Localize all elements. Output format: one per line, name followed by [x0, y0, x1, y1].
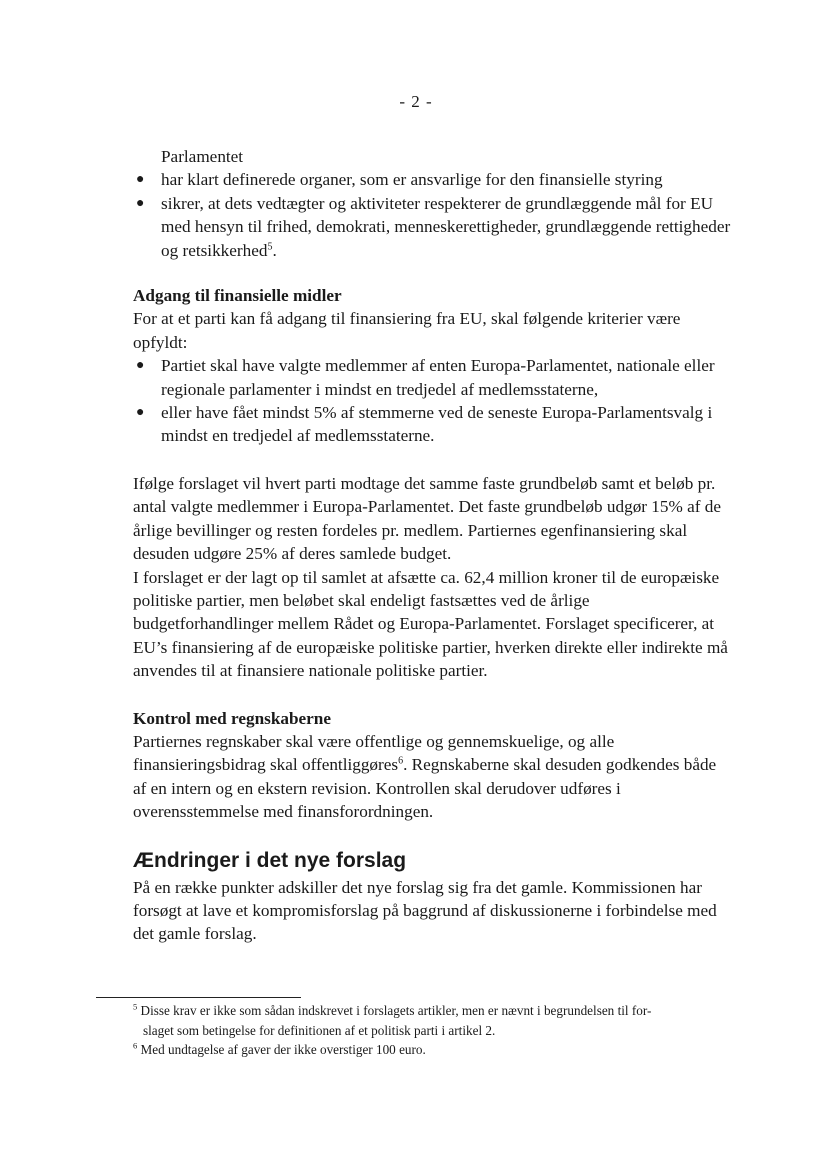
bullet-icon: ● [136, 195, 145, 211]
main-content [133, 145, 733, 946]
list-item-text: har klart definerede organer, som er ansvarlige for den finansielle styring [161, 170, 663, 190]
section-heading-changes: Ændringer i det nye forslag [133, 848, 407, 872]
access-lead: For at et parti kan få adgang til finansiering fra EU, skal følgende kriterier være opfyldt: [133, 309, 681, 352]
footnote-text: Med undtagelse af gaver der ikke overstiger 100 euro. [140, 1042, 426, 1057]
list-item [133, 192, 733, 262]
control-paragraph [133, 730, 733, 824]
list-item [133, 401, 733, 448]
bullet-icon: ● [136, 405, 145, 421]
list-item [133, 354, 733, 401]
page-number: - 2 - [399, 92, 433, 111]
control-text-end: . Regnskaberne skal desuden godkendes både af en intern og en ekstern revision. Kontrollen skal derudover udføres i overensstemmelse med finansforordningen. [133, 755, 717, 822]
intro-continuation: Parlamentet [161, 147, 244, 166]
budget-paragraph-2: I forslaget er der lagt op til samlet at afsætte ca. 62,4 million kroner til de europæiske politiske partier, men beløbet skal endeligt fastsættes ved de årlige budgetforhandlinger mellem Rådet og Europa-Parlamentet. Forslaget specificerer, at EU’s finansiering af de europæiske politiske partier, hverken direkte eller indirekte må anvendes til at finansiere nationale politiske partier. [133, 567, 728, 681]
footnote-ref-5: 5 [267, 240, 273, 252]
section-heading-control: Kontrol med regnskaberne [133, 708, 331, 728]
footnote-6 [133, 1040, 723, 1060]
intro-bullet-list [133, 168, 733, 262]
list-item [133, 168, 733, 191]
list-item-text: sikrer, at dets vedtægter og aktiviteter respekterer de grundlæggende mål for EU med hensyn til frihed, demokrati, menneskerettigheder, grundlæggende rettigheder og retsikkerhed [161, 193, 731, 260]
footnote-ref-6: 6 [398, 755, 404, 767]
footnotes [133, 1001, 723, 1060]
footnote-number: 5 [133, 1001, 138, 1012]
footnote-divider [96, 997, 301, 998]
budget-paragraph-1: Ifølge forslaget vil hvert parti modtage det samme faste grundbeløb samt et beløb pr. antal valgte medlemmer i Europa-Parlamentet. Det faste grundbeløb udgør 15% af de årlige bevillinger og resten fordeles pr. medlem. Partiernes egenfinansiering skal desuden udgøre 25% af deres samlede budget. [133, 473, 721, 564]
list-item-end: . [272, 240, 277, 260]
changes-paragraph: På en række punkter adskiller det nye forslag sig fra det gamle. Kommissionen har forsøgt at lave et kompromisforslag på baggrund af diskussionerne i forbindelse med det gamle forslag. [133, 877, 717, 944]
section-heading-access: Adgang til finansielle midler [133, 286, 342, 306]
footnote-5 [133, 1001, 723, 1040]
access-bullet-list [133, 354, 733, 448]
list-item-text: Partiet skal have valgte medlemmer af enten Europa-Parlamentet, nationale eller regionale parlamenter i mindst en tredjedel af medlemsstaterne, [161, 356, 715, 399]
footnote-text-continued: slaget som betingelse for definitionen af et politisk parti i artikel 2. [143, 1022, 496, 1038]
control-text-start: Partiernes regnskaber skal være offentlige og gennemskuelige, og alle finansieringsbidrag skal offentliggøres [133, 731, 615, 775]
bullet-icon: ● [136, 358, 145, 374]
footnote-text: Disse krav er ikke som sådan indskrevet i forslagets artikler, men er nævnt i begrundelsen til for- [140, 1003, 652, 1018]
list-item-text: eller have fået mindst 5% af stemmerne ved de seneste Europa-Parlamentsvalg i mindst en tredjedel af medlemsstaterne. [161, 403, 713, 446]
footnote-number: 6 [133, 1040, 138, 1051]
bullet-icon: ● [136, 172, 145, 188]
